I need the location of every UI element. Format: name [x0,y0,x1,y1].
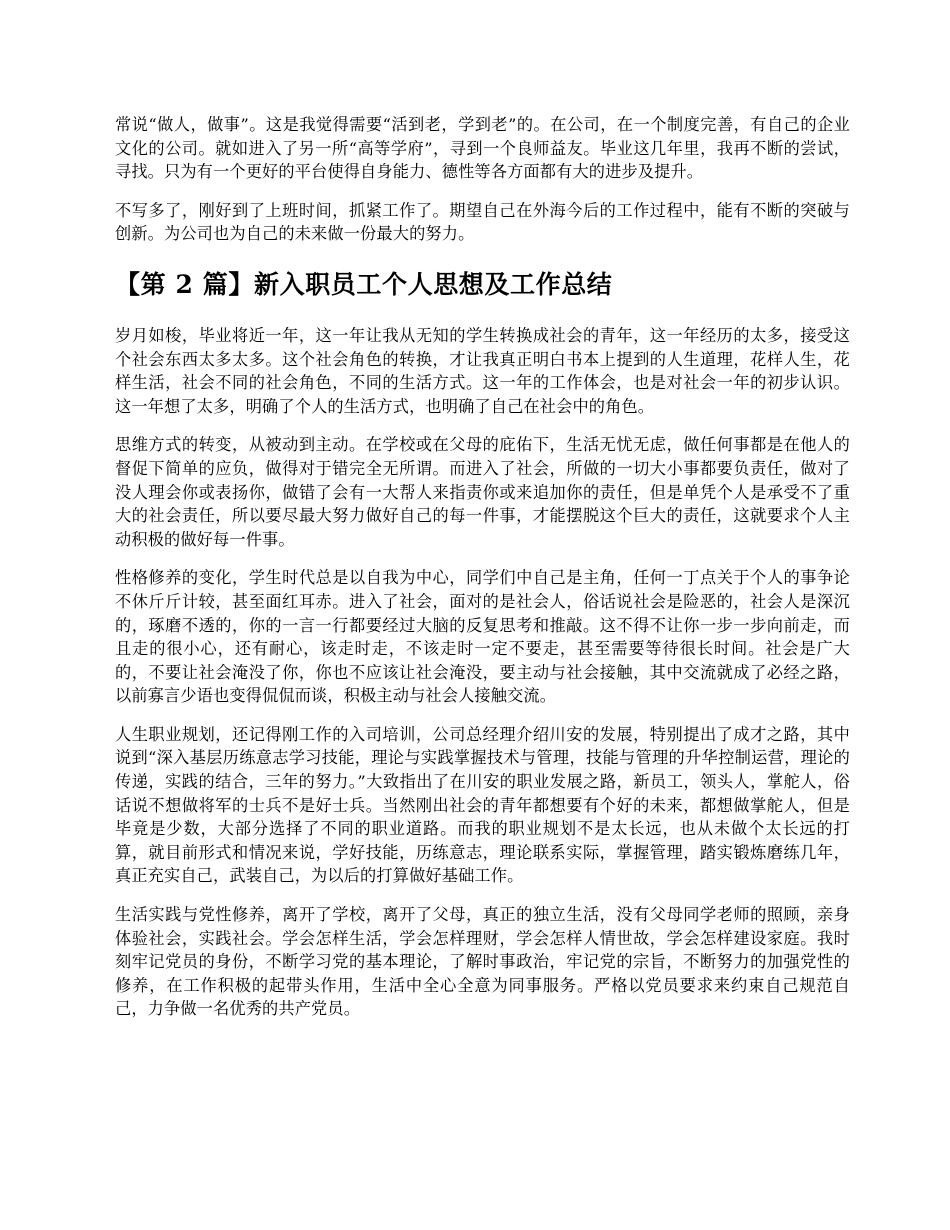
body-paragraph-4: 人生职业规划，还记得刚工作的入司培训，公司总经理介绍川安的发展，特别提出了成才之路，其中说到“深入基层历练意志学习技能，理论与实践掌握技术与管理，技能与管理的升华控制运营，理论的传递，实践的结合，三年的努力。”大致指出了在川安的职业发展之路，新员工，领头人，掌舵人，俗话说不想做将军的士兵不是好士兵。当然刚出社会的青年都想要有个好的未来，都想做掌舵人，但是毕竟是少数，大部分选择了不同的职业道路。而我的职业规划不是太长远，也从未做个太长远的打算，就目前形式和情况来说，学好技能，历练意志，理论联系实际，掌握管理，踏实锻炼磨练几年，真正充实自己，武装自己，为以后的打算做好基础工作。 [115,724,851,886]
body-paragraph-3: 性格修养的变化，学生时代总是以自我为中心，同学们中自己是主角，任何一丁点关于个人的事争论不休斤斤计较，甚至面红耳赤。进入了社会，面对的是社会人，俗话说社会是险恶的，社会人是深沉的，琢磨不透的，你的一言一行都要经过大脑的反复思考和推敲。这不得不让你一步一步向前走，而且走的很小心，还有耐心，该走时走，不该走时一定不要走，甚至需要等待很长时间。社会是广大的，不要让社会淹没了你，你也不应该让社会淹没，要主动与社会接触，其中交流就成了必经之路，以前寡言少语也变得侃侃而谈，积极主动与社会人接触交流。 [115,568,850,706]
body-paragraph-2: 思维方式的转变，从被动到主动。在学校或在父母的庇佑下，生活无忧无虑，做任何事都是在他人的督促下简单的应负，做得对于错完全无所谓。而进入了社会，所做的一切大小事都要负责任，做对了没人理会你或表扬你，做错了会有一大帮人来指责你或来追加你的责任，但是单凭个人是承受不了重大的社会责任，所以要尽最大努力做好自己的每一件事，才能摆脱这个巨大的责任，这就要求个人主动积极的做好每一件事。 [115,435,850,549]
body-paragraph-1: 岁月如梭，毕业将近一年，这一年让我从无知的学生转换成社会的青年，这一年经历的太多，接受这个社会东西太多太多。这个社会角色的转换，才让我真正明白书本上提到的人生道理，花样人生，花样生活，社会不同的社会角色，不同的生活方式。这一年的工作体会，也是对社会一年的初步认识。这一年想了太多，明确了个人的生活方式，也明确了自己在社会中的角色。 [115,325,850,416]
intro-paragraph-2: 不写多了，刚好到了上班时间，抓紧工作了。期望自己在外海今后的工作过程中，能有不断的突破与创新。为公司也为自己的未来做一份最大的努力。 [115,200,850,244]
body-paragraph-5: 生活实践与党性修养，离开了学校，离开了父母，真正的独立生活，没有父母同学老师的照顾，亲身体验社会，实践社会。学会怎样生活，学会怎样理财，学会怎样人情世故，学会怎样建设家庭。我时刻牢记党员的身份，不断学习党的基本理论，了解时事政治，牢记党的宗旨，不断努力的加强党性的修养，在工作积极的起带头作用，生活中全心全意为同事服务。严格以党员要求来约束自己规范自己，力争做一名优秀的共产党员。 [115,905,850,1019]
section-heading: 【第 2 篇】新入职员工个人思想及工作总结 [115,269,613,299]
document-page [115,113,850,1036]
intro-paragraph-1: 常说“做人，做事”。这是我觉得需要“活到老，学到老”的。在公司，在一个制度完善，有自己的企业文化的公司。就如进入了另一所“高等学府”，寻到一个良师益友。毕业这几年里，我再不断的尝试，寻找。只为有一个更好的平台使得自身能力、德性等各方面都有大的进步及提升。 [115,115,850,182]
